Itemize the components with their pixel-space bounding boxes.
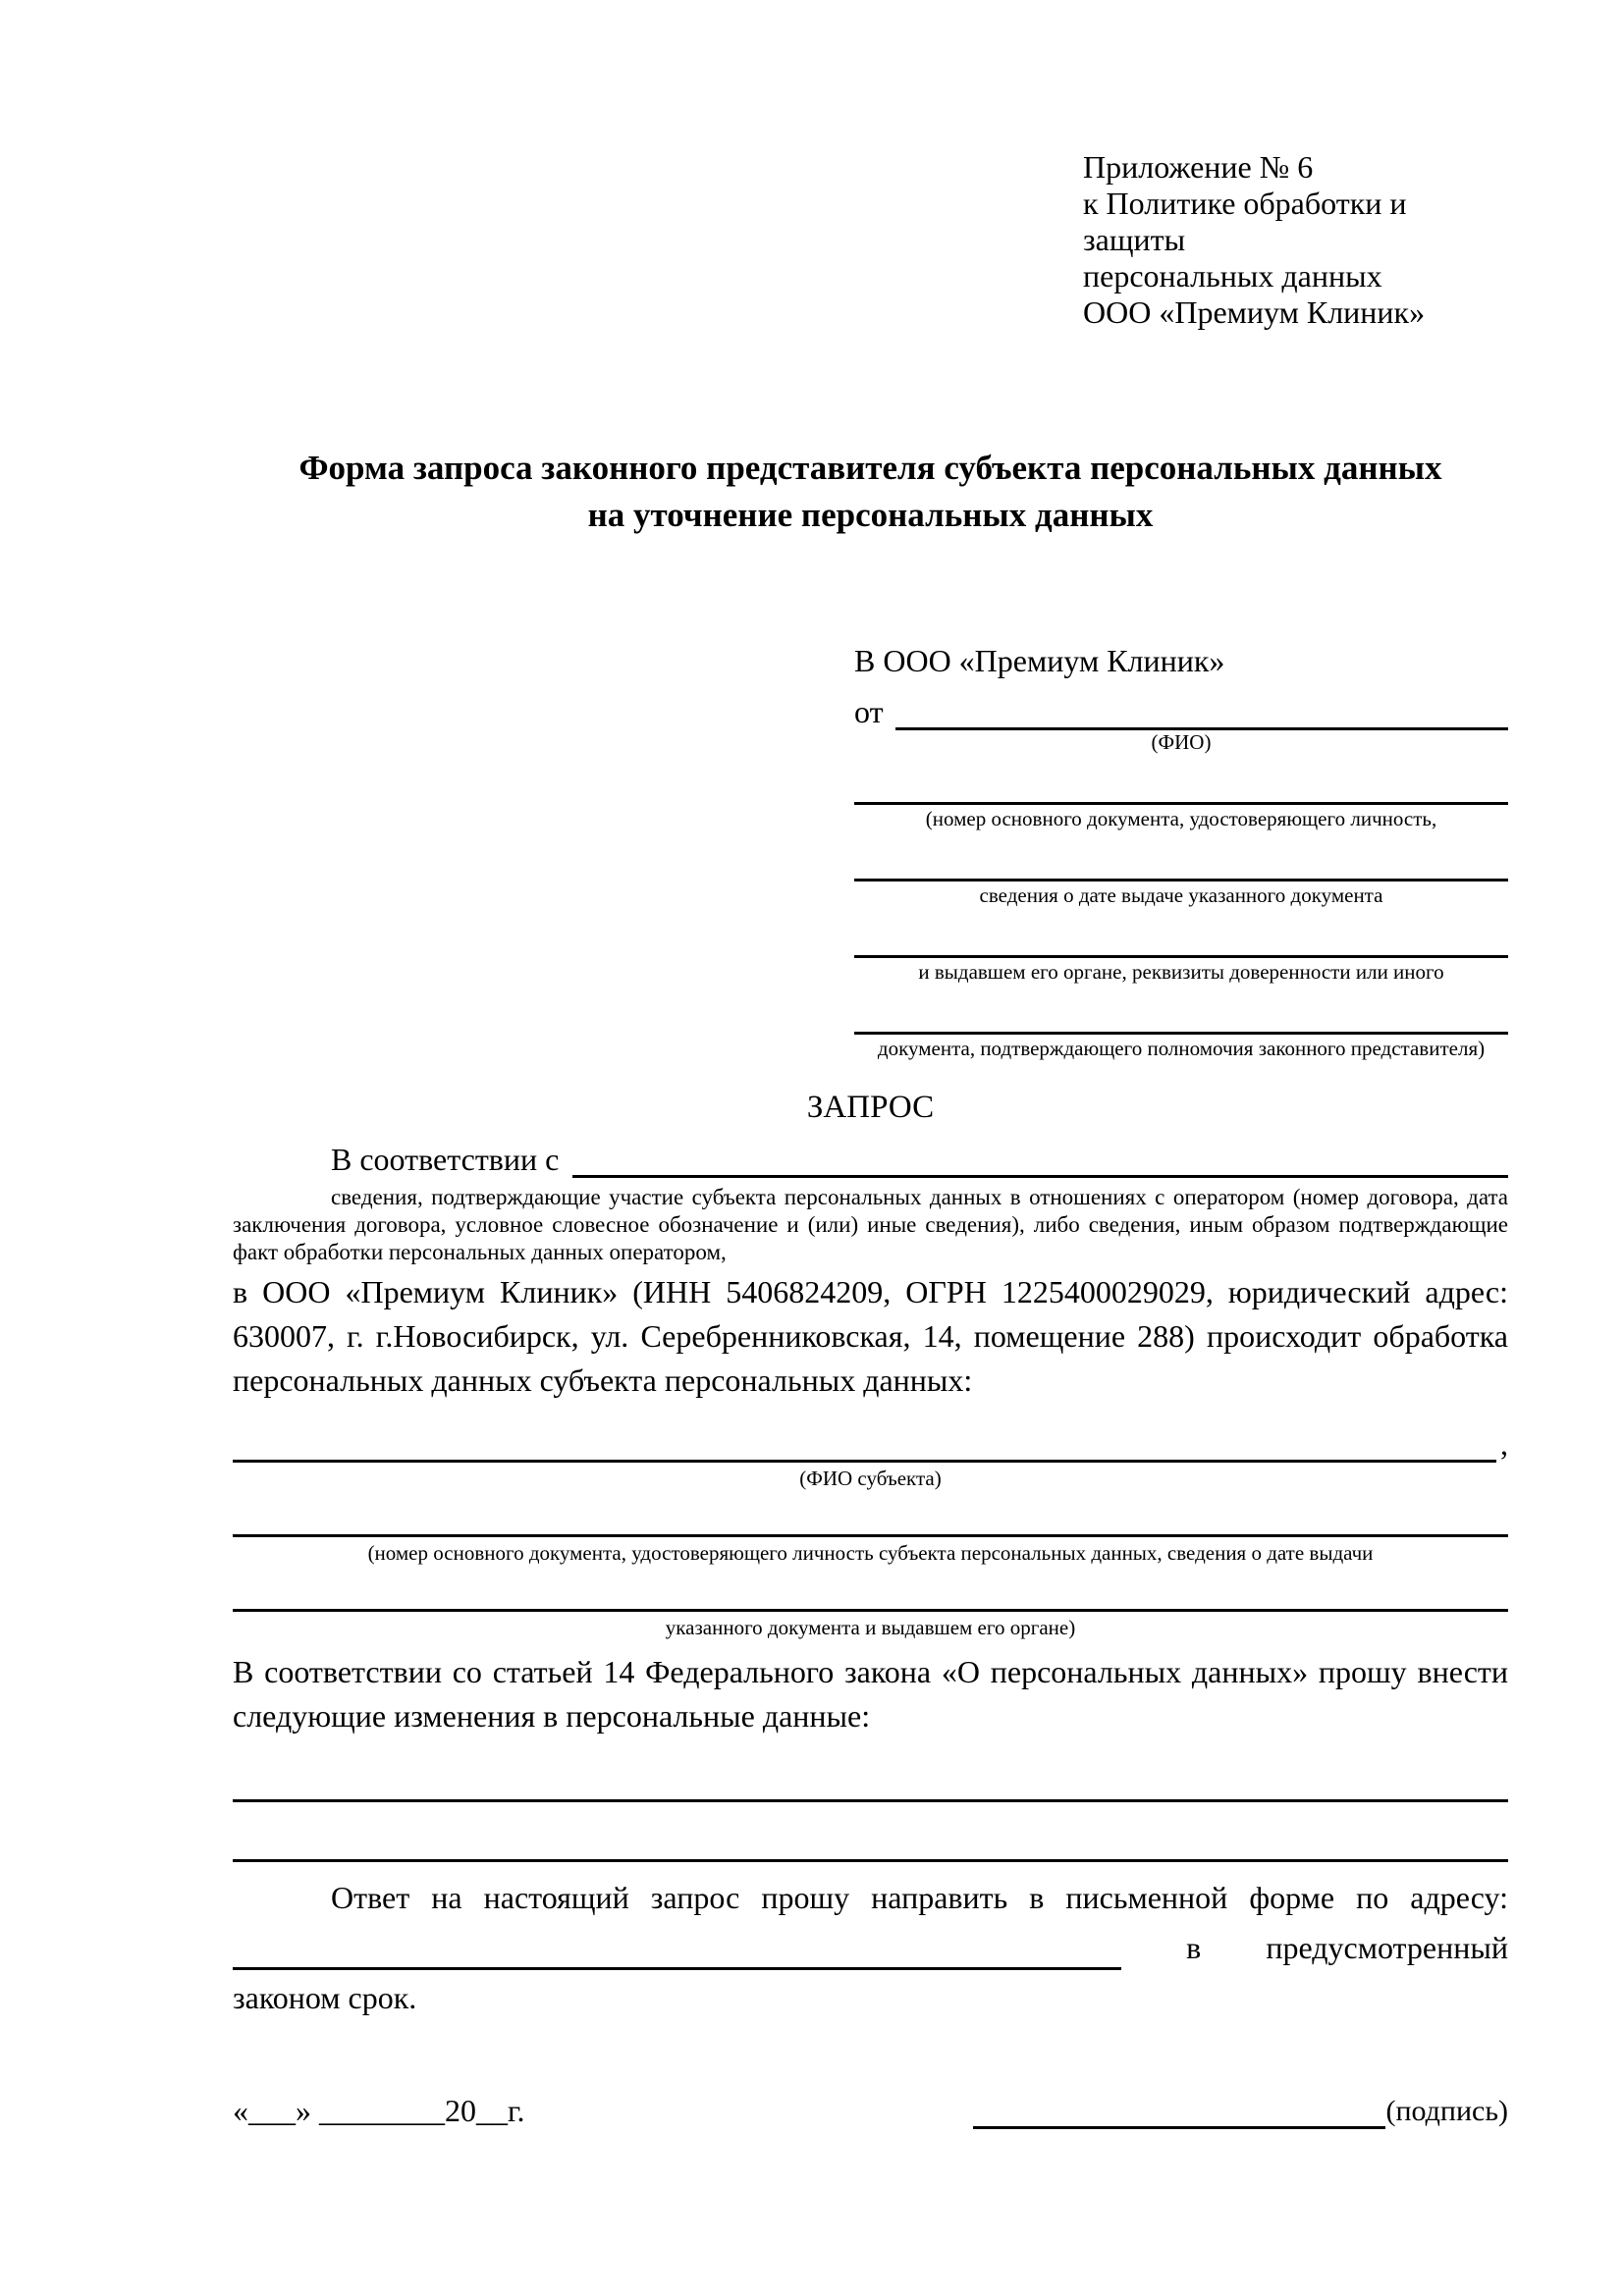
fio-caption: (ФИО) — [1151, 730, 1212, 754]
representative-doc-field — [854, 763, 1508, 831]
from-label: от — [854, 694, 884, 729]
answer-address-fill-line — [233, 1932, 1121, 1970]
appendix-policy-line2: персональных данных — [1083, 258, 1382, 294]
operator-paragraph: в ООО «Премиум Клиник» (ИНН 5406824209, ОГРН 1225400029029, юридический адрес: 630007, г. г.Новосибирск, ул. Серебренниковская, 14, помещение 288) происходит обработка персональных данных субъекта персональных данных: — [233, 1274, 1508, 1398]
subject-fio-trailing-comma: , — [1500, 1426, 1508, 1462]
subject-doc-fill-line — [233, 1609, 1508, 1612]
from-row — [854, 690, 1508, 730]
appendix-policy-line1: к Политике обработки и защиты — [1083, 186, 1407, 257]
answer-word-term: предусмотренный — [1266, 1930, 1508, 1965]
representative-doc-field — [854, 839, 1508, 908]
representative-doc-field — [854, 916, 1508, 985]
basis-prefix: В соответствии с — [331, 1142, 560, 1177]
form-title — [233, 445, 1508, 539]
form-title-line2: на уточнение персональных данных — [587, 496, 1154, 534]
representative-doc-caption: (номер основного документа, удостоверяющего личность, — [925, 807, 1437, 830]
representative-fio-fill-line — [895, 690, 1508, 730]
appendix-header-block — [1083, 149, 1508, 331]
answer-tail: законом срок. — [233, 1980, 417, 2015]
appendix-company: ООО «Премиум Клиник» — [1083, 294, 1426, 330]
date-blank: «___» ________20__г. — [233, 2093, 525, 2128]
subject-fio-caption: (ФИО субъекта) — [799, 1467, 942, 1490]
signature-caption: (подпись) — [1385, 2095, 1508, 2127]
answer-word-v: в — [1186, 1930, 1202, 1965]
representative-doc-fill-line — [854, 916, 1508, 958]
answer-address-row — [233, 1926, 1508, 1970]
representative-doc-caption: и выдавшем его органе, реквизиты доверенности или иного — [918, 960, 1444, 984]
addressee-company: В ООО «Премиум Клиник» — [854, 643, 1225, 678]
form-title-line1: Форма запроса законного представителя субъекта персональных данных — [298, 449, 1442, 487]
representative-doc-caption: сведения о дате выдаче указанного документа — [979, 883, 1383, 907]
changes-fill-line — [233, 1799, 1508, 1802]
representative-doc-fill-line — [854, 839, 1508, 881]
subject-fio-fill-line — [233, 1424, 1496, 1463]
representative-doc-fill-line — [854, 992, 1508, 1035]
subject-doc-caption-1: (номер основного документа, удостоверяющего личность субъекта персональных данных, сведения о дате выдачи — [367, 1541, 1374, 1565]
changes-fill-line — [233, 1859, 1508, 1862]
basis-row — [233, 1138, 1508, 1178]
representative-doc-fill-line — [854, 763, 1508, 805]
law-paragraph: В соответствии со статьей 14 Федерального закона «О персональных данных» прошу внести следующие изменения в персональные данные: — [233, 1654, 1508, 1734]
signature-group — [973, 2093, 1508, 2129]
basis-caption: сведения, подтверждающие участие субъекта персональных данных в отношениях с оператором (номер договора, дата заключения договора, условное словесное обозначение и (или) иные сведения), либо сведения, иным образом подтверждающие факт обработки персональных данных оператором, — [233, 1185, 1508, 1264]
answer-paragraph: Ответ на настоящий запрос прошу направить в письменной форме по адресу: — [331, 1880, 1508, 1915]
request-heading: ЗАПРОС — [806, 1090, 935, 1125]
basis-fill-line — [572, 1138, 1508, 1178]
signature-fill-line — [973, 2093, 1385, 2129]
subject-fio-row — [233, 1424, 1508, 1463]
addressee-block — [854, 641, 1508, 1061]
subject-doc-fill-line — [233, 1534, 1508, 1537]
date-signature-row — [233, 2093, 1508, 2129]
subject-doc-caption-2: указанного документа и выдавшем его органе) — [665, 1616, 1076, 1639]
appendix-number: Приложение № 6 — [1083, 149, 1314, 185]
representative-doc-field — [854, 992, 1508, 1061]
representative-doc-caption: документа, подтверждающего полномочия законного представителя) — [877, 1037, 1486, 1060]
